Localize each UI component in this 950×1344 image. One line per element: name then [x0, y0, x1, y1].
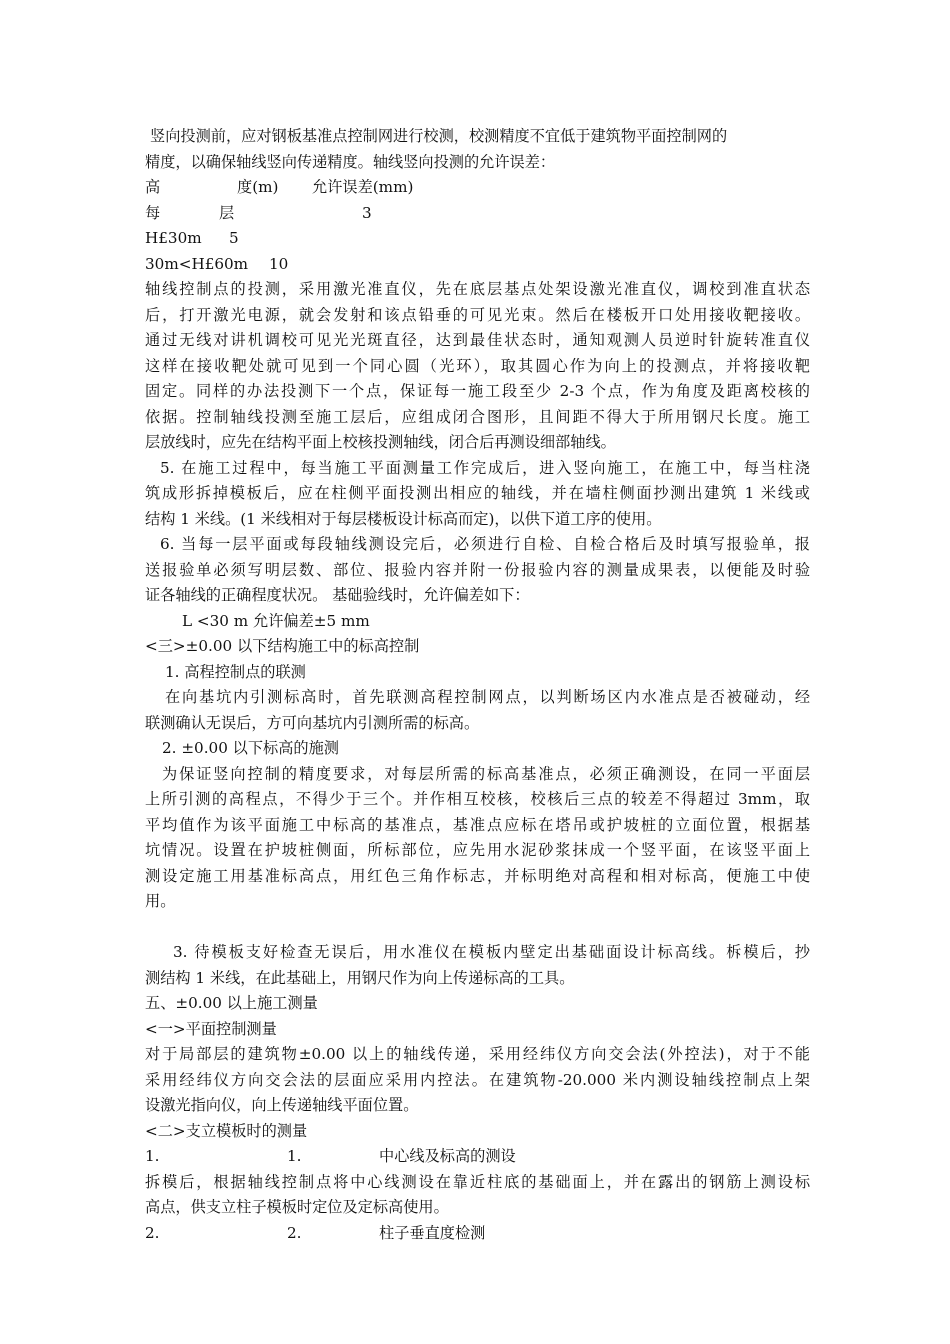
table-cell: 度(m)	[237, 178, 279, 196]
tolerance-table-header	[145, 175, 810, 201]
text-line: 5. 在施工过程中，每当施工平面测量工作完成后，进入竖向施工，在施工中，每当柱浇	[160, 458, 810, 477]
subsection-heading: 1. 高程控制点的联测	[165, 662, 306, 681]
tolerance-table-row	[145, 201, 810, 227]
text-line: 采用经纬仪方向交会法的层面应采用内控法。在建筑物-20.000 米内测设轴线控制点上架	[145, 1070, 810, 1089]
numbered-heading	[145, 1144, 810, 1170]
text-line: 这样在接收靶处就可见到一个同心圆（光环），取其圆心作为向上的投测点，并将接收靶	[145, 356, 810, 375]
text-line: 平均值作为该平面施工中标高的基准点，基准点应标在塔吊或护坡桩的立面位置，根据基	[145, 815, 810, 834]
table-cell: 层	[219, 203, 235, 222]
text-line: 竖向投测前，应对钢板基准点控制网进行校测，校测精度不宜低于建筑物平面控制网的	[150, 127, 728, 145]
heading-text: 柱子垂直度检测	[379, 1223, 486, 1242]
text-line: 层放线时，应先在结构平面上校核投测轴线，闭合后再测设细部轴线。	[145, 433, 616, 451]
text-line: 通过无线对讲机调校可见光光斑直径，达到最佳状态时，通知观测人员逆时针旋转准直仪	[145, 331, 810, 349]
list-number: 1.	[145, 1147, 160, 1165]
table-cell: H£30m	[145, 229, 202, 247]
list-number: 1.	[287, 1147, 302, 1165]
subsection-heading: 2. ±0.00 以下标高的施测	[162, 739, 339, 757]
text-line: 测结构 1 米线，在此基础上，用钢尺作为向上传递标高的工具。	[145, 968, 575, 987]
text-line: 筑成形拆掉模板后，应在柱侧平面投测出相应的轴线，并在墙柱侧面抄测出建筑 1 米线或	[145, 484, 810, 502]
table-cell: 30m<H£60m	[145, 254, 249, 273]
tolerance-table-row	[145, 252, 810, 278]
table-cell: 高	[145, 178, 161, 196]
text-line: 在向基坑内引测标高时，首先联测高程控制网点，以判断场区内水准点是否被碰动，经	[165, 688, 810, 706]
text-line: 测设定施工用基准标高点，用红色三角作标志，并标明绝对高程和相对标高，便施工中使	[145, 866, 810, 885]
table-cell: 5	[229, 229, 239, 247]
text-line: 依据。控制轴线投测至施工层后，应组成闭合图形，且间距不得大于所用钢尺长度。施工	[145, 407, 810, 426]
text-line: 送报验单必须写明层数、部位、报验内容并附一份报验内容的测量成果表，以便能及时验	[145, 560, 810, 579]
text-line: 轴线控制点的投测，采用激光准直仪，先在底层基点处架设激光准直仪，调校到准直状态	[145, 280, 810, 298]
list-number: 2.	[287, 1223, 302, 1242]
text-line: 上所引测的高程点，不得少于三个。并作相互校核，校核后三点的较差不得超过 3mm，取	[145, 790, 810, 808]
table-cell: 允许误差(mm)	[312, 178, 414, 196]
text-line: 用。	[145, 892, 176, 910]
text-line: 拆模后，根据轴线控制点将中心线测设在靠近柱底的基础面上，并在露出的钢筋上测设标	[145, 1172, 810, 1191]
section-heading: <三>±0.00 以下结构施工中的标高控制	[145, 637, 420, 655]
subsection-heading: <一>平面控制测量	[145, 1019, 277, 1038]
table-cell: 3	[362, 203, 372, 222]
text-line: 高点，供支立柱子模板时定位及定标高使用。	[145, 1198, 449, 1216]
blank-line	[145, 915, 810, 941]
text-line: 坑情况。设置在护坡桩侧面，所标部位，应先用水泥砂浆抹成一个竖平面，在该竖平面上	[145, 841, 810, 859]
text-line: 固定。同样的办法投测下一个点，保证每一施工段至少 2-3 个点，作为角度及距离校核的	[145, 382, 810, 400]
text-line: 精度，以确保轴线竖向传递精度。轴线竖向投测的允许误差：	[145, 152, 556, 171]
text-line: 设激光指向仪，向上传递轴线平面位置。	[145, 1096, 419, 1114]
text-line: 结构 1 米线。(1 米线相对于每层楼板设计标高而定)，以供下道工序的使用。	[145, 509, 662, 528]
text-line: 对于局部层的建筑物±0.00 以上的轴线传递，采用经纬仪方向交会法(外控法)，对于不能	[145, 1045, 810, 1063]
table-cell: 10	[269, 254, 289, 273]
list-number: 2.	[145, 1223, 160, 1242]
text-line: 为保证竖向控制的精度要求，对每层所需的标高基准点，必须正确测设，在同一平面层	[162, 764, 810, 783]
tolerance-note: L <30 m 允许偏差±5 mm	[182, 611, 370, 630]
table-cell: 每	[145, 203, 161, 222]
section-heading: 五、±0.00 以上施工测量	[145, 994, 318, 1012]
text-line: 后，打开激光电源，就会发射和该点铅垂的可见光束。然后在楼板开口处用接收靶接收。	[145, 305, 810, 324]
tolerance-table-row	[145, 226, 810, 252]
text-line: 联测确认无误后，方可向基坑内引测所需的标高。	[145, 713, 480, 732]
text-line: 6. 当每一层平面或每段轴线测设完后，必须进行自检、自检合格后及时填写报验单，报	[160, 535, 810, 553]
text-line: 3. 待模板支好检查无误后，用水准仪在模板内壁定出基础面设计标高线。柝模后，抄	[173, 943, 810, 961]
subsection-heading: <二>支立模板时的测量	[145, 1121, 308, 1140]
text-line: 证各轴线的正确程度状况。 基础验线时，允许偏差如下：	[145, 586, 530, 604]
numbered-heading	[145, 1221, 810, 1247]
document-body	[145, 124, 810, 1246]
heading-text: 中心线及标高的测设	[379, 1147, 516, 1165]
